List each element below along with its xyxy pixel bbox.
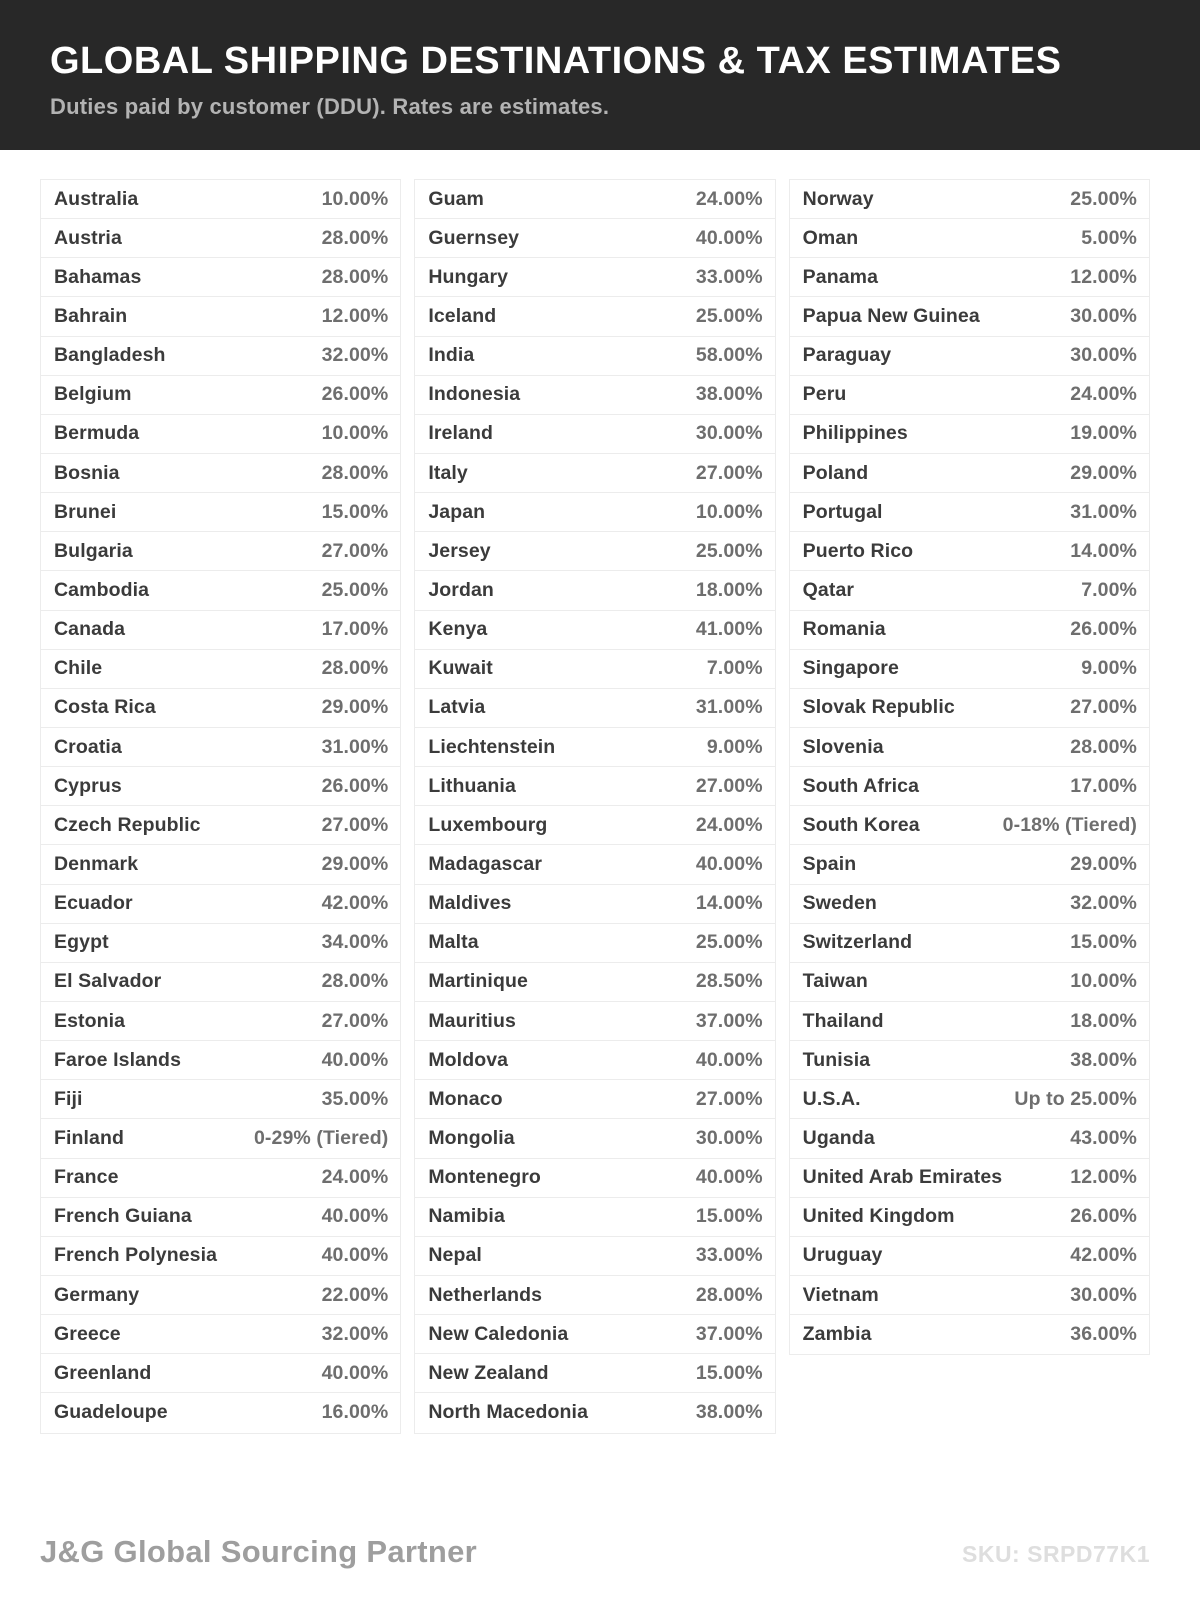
country-label: Uganda <box>802 1126 875 1149</box>
table-row <box>415 258 774 297</box>
table-row <box>790 1198 1149 1237</box>
table-row <box>415 767 774 806</box>
country-label: Iceland <box>428 304 497 327</box>
table-row <box>415 1041 774 1080</box>
rate-value: 30.00% <box>1070 1283 1137 1306</box>
rate-value: 30.00% <box>1070 304 1137 327</box>
rate-value: 30.00% <box>695 1126 763 1149</box>
table-row <box>41 1393 400 1432</box>
rate-value: 25.00% <box>695 304 763 327</box>
country-label: Switzerland <box>802 931 913 954</box>
country-label: Brunei <box>54 500 117 523</box>
country-label: Hungary <box>428 265 509 288</box>
rate-value: 38.00% <box>695 1401 763 1424</box>
country-label: Chile <box>54 657 103 680</box>
country-label: Finland <box>54 1126 125 1149</box>
country-label: Jordan <box>428 578 494 601</box>
country-label: Czech Republic <box>54 813 201 836</box>
rate-value: 0-29% (Tiered) <box>253 1126 389 1149</box>
tax-rate-tables <box>40 179 1150 1434</box>
table-row <box>415 376 774 415</box>
rate-value: 18.00% <box>695 578 763 601</box>
table-row <box>41 650 400 689</box>
table-row <box>415 1315 774 1354</box>
country-label: United Arab Emirates <box>802 1166 1003 1189</box>
rate-value: 5.00% <box>1081 226 1137 249</box>
page-subtitle: Duties paid by customer (DDU). Rates are estimates. <box>50 94 610 119</box>
table-row <box>415 297 774 336</box>
table-row <box>41 376 400 415</box>
rate-value: 38.00% <box>695 383 763 406</box>
table-row <box>41 493 400 532</box>
country-label: Costa Rica <box>54 696 156 719</box>
country-label: Monaco <box>428 1087 503 1110</box>
rate-value: 19.00% <box>1070 422 1137 445</box>
table-row <box>41 1080 400 1119</box>
rate-value: 27.00% <box>321 539 389 562</box>
country-label: Ecuador <box>54 892 133 915</box>
table-row <box>41 1198 400 1237</box>
rate-value: 27.00% <box>695 774 763 797</box>
rate-value: 31.00% <box>321 735 389 758</box>
table-row <box>415 180 774 219</box>
country-label: Indonesia <box>428 383 521 406</box>
country-label: Belgium <box>54 383 132 406</box>
country-label: Kuwait <box>428 657 493 680</box>
page-footer <box>40 1534 1150 1570</box>
table-row <box>41 885 400 924</box>
table-row <box>41 845 400 884</box>
rate-value: 25.00% <box>695 539 763 562</box>
rate-value: 33.00% <box>695 1244 763 1267</box>
country-label: Austria <box>54 226 122 249</box>
country-label: Moldova <box>428 1048 509 1071</box>
country-label: Greenland <box>54 1361 152 1384</box>
rate-value: 27.00% <box>321 1009 389 1032</box>
country-label: Japan <box>428 500 486 523</box>
country-label: Vietnam <box>802 1283 879 1306</box>
rate-value: 40.00% <box>321 1048 389 1071</box>
table-row <box>790 611 1149 650</box>
country-label: Bahrain <box>54 304 128 327</box>
rate-value: 28.00% <box>321 657 389 680</box>
table-row <box>790 1041 1149 1080</box>
table-row <box>41 1315 400 1354</box>
table-row <box>415 415 774 454</box>
country-label: Uruguay <box>802 1244 883 1267</box>
table-row <box>415 1237 774 1276</box>
country-label: El Salvador <box>54 970 162 993</box>
country-label: U.S.A. <box>802 1087 861 1110</box>
table-row <box>41 1159 400 1198</box>
country-label: Liechtenstein <box>428 735 556 758</box>
table-row <box>790 689 1149 728</box>
table-row <box>415 650 774 689</box>
country-label: Bermuda <box>54 422 140 445</box>
table-row <box>41 767 400 806</box>
table-row <box>790 1002 1149 1041</box>
rate-value: 32.00% <box>321 344 389 367</box>
table-row <box>790 1315 1149 1354</box>
rate-value: 42.00% <box>1070 1244 1137 1267</box>
table-row <box>790 1237 1149 1276</box>
rate-value: 7.00% <box>1081 578 1137 601</box>
rate-value: 15.00% <box>1070 931 1137 954</box>
table-row <box>790 806 1149 845</box>
table-row <box>415 806 774 845</box>
country-label: Bahamas <box>54 265 142 288</box>
table-row <box>415 454 774 493</box>
country-label: South Korea <box>802 813 920 836</box>
table-row <box>415 1159 774 1198</box>
rate-value: 25.00% <box>695 931 763 954</box>
table-row <box>41 1119 400 1158</box>
rate-value: 25.00% <box>1070 187 1137 210</box>
table-row <box>41 963 400 1002</box>
country-label: Nepal <box>428 1244 482 1267</box>
country-label: Greece <box>54 1322 121 1345</box>
rate-value: 9.00% <box>1081 657 1137 680</box>
country-label: Bangladesh <box>54 344 166 367</box>
country-label: Netherlands <box>428 1283 543 1306</box>
country-label: Madagascar <box>428 852 543 875</box>
rate-value: 28.00% <box>695 1283 763 1306</box>
country-label: Martinique <box>428 970 528 993</box>
rate-value: 10.00% <box>321 187 389 210</box>
table-row <box>790 297 1149 336</box>
table-row <box>415 571 774 610</box>
rate-value: 24.00% <box>321 1166 389 1189</box>
rate-value: 26.00% <box>321 774 389 797</box>
country-label: Jersey <box>428 539 491 562</box>
country-label: Qatar <box>802 578 855 601</box>
table-row <box>41 1237 400 1276</box>
table-row <box>415 963 774 1002</box>
rate-value: 12.00% <box>1070 265 1137 288</box>
table-row <box>790 1119 1149 1158</box>
country-label: South Africa <box>802 774 920 797</box>
rate-value: 43.00% <box>1070 1126 1137 1149</box>
table-row <box>41 180 400 219</box>
rate-value: 40.00% <box>695 852 763 875</box>
country-label: Spain <box>802 852 857 875</box>
rate-value: 12.00% <box>1070 1166 1137 1189</box>
rate-value: 37.00% <box>695 1322 763 1345</box>
country-label: United Kingdom <box>802 1205 955 1228</box>
rate-value: 29.00% <box>1070 461 1137 484</box>
rate-value: 40.00% <box>321 1244 389 1267</box>
table-row <box>790 845 1149 884</box>
rate-value: 14.00% <box>695 892 763 915</box>
country-label: Norway <box>802 187 874 210</box>
country-label: Montenegro <box>428 1166 541 1189</box>
rate-value: 10.00% <box>695 500 763 523</box>
country-label: France <box>54 1166 119 1189</box>
table-row <box>41 532 400 571</box>
rate-value: 29.00% <box>1070 852 1137 875</box>
rate-value: 14.00% <box>1070 539 1137 562</box>
country-label: Paraguay <box>802 344 892 367</box>
rate-value: 24.00% <box>695 813 763 836</box>
rate-value: 27.00% <box>1070 696 1137 719</box>
rate-value: 15.00% <box>695 1205 763 1228</box>
table-row <box>415 611 774 650</box>
rate-value: 26.00% <box>1070 618 1137 641</box>
rate-value: 27.00% <box>695 1087 763 1110</box>
table-row <box>41 689 400 728</box>
table-row <box>41 1276 400 1315</box>
rate-table-column-1 <box>40 179 401 1434</box>
rate-value: 24.00% <box>1070 383 1137 406</box>
rate-value: 27.00% <box>321 813 389 836</box>
country-label: Kenya <box>428 618 488 641</box>
rate-value: 28.00% <box>321 970 389 993</box>
table-row <box>415 1354 774 1393</box>
table-row <box>41 1002 400 1041</box>
country-label: Malta <box>428 931 479 954</box>
table-row <box>41 611 400 650</box>
table-row <box>41 297 400 336</box>
table-row <box>790 885 1149 924</box>
country-label: Poland <box>802 461 869 484</box>
rate-value: 29.00% <box>321 696 389 719</box>
table-row <box>790 258 1149 297</box>
country-label: Canada <box>54 618 126 641</box>
sku-label: SKU: SRPD77K1 <box>962 1541 1150 1567</box>
country-label: Slovak Republic <box>802 696 955 719</box>
table-row <box>415 219 774 258</box>
rate-value: 28.50% <box>695 970 763 993</box>
country-label: Cyprus <box>54 774 122 797</box>
country-label: Luxembourg <box>428 813 548 836</box>
table-row <box>41 258 400 297</box>
country-label: New Zealand <box>428 1361 549 1384</box>
table-row <box>790 376 1149 415</box>
rate-value: 17.00% <box>321 618 389 641</box>
rate-value: 22.00% <box>321 1283 389 1306</box>
table-row <box>415 845 774 884</box>
table-row <box>415 728 774 767</box>
table-row <box>790 1159 1149 1198</box>
country-label: Oman <box>802 226 859 249</box>
table-row <box>41 415 400 454</box>
rate-value: 27.00% <box>695 461 763 484</box>
table-row <box>790 532 1149 571</box>
rate-value: 0-18% (Tiered) <box>1002 813 1137 836</box>
table-row <box>790 337 1149 376</box>
country-label: Denmark <box>54 852 139 875</box>
country-label: Germany <box>54 1283 140 1306</box>
rate-value: 30.00% <box>1070 344 1137 367</box>
rate-value: 37.00% <box>695 1009 763 1032</box>
rate-value: 42.00% <box>321 892 389 915</box>
table-row <box>415 493 774 532</box>
table-row <box>790 924 1149 963</box>
table-row <box>790 219 1149 258</box>
country-label: Egypt <box>54 931 109 954</box>
table-row <box>790 415 1149 454</box>
rate-value: 26.00% <box>321 383 389 406</box>
rate-value: 40.00% <box>695 1048 763 1071</box>
rate-value: 58.00% <box>695 344 763 367</box>
table-row <box>41 1041 400 1080</box>
rate-value: 40.00% <box>321 1361 389 1384</box>
rate-value: 28.00% <box>1070 735 1137 758</box>
country-label: India <box>428 344 475 367</box>
country-label: Zambia <box>802 1323 872 1346</box>
table-row <box>41 571 400 610</box>
rate-value: 17.00% <box>1070 774 1137 797</box>
rate-value: 32.00% <box>1070 892 1137 915</box>
country-label: Sweden <box>802 892 877 915</box>
rate-value: 10.00% <box>321 422 389 445</box>
country-label: Latvia <box>428 696 486 719</box>
table-row <box>415 337 774 376</box>
country-label: Maldives <box>428 892 512 915</box>
rate-value: 31.00% <box>695 696 763 719</box>
country-label: Cambodia <box>54 578 150 601</box>
rate-value: 28.00% <box>321 265 389 288</box>
country-label: Guernsey <box>428 226 520 249</box>
table-row <box>790 454 1149 493</box>
country-label: Romania <box>802 618 886 641</box>
table-row <box>790 650 1149 689</box>
country-label: Fiji <box>54 1087 83 1110</box>
country-label: Lithuania <box>428 774 516 797</box>
rate-value: 38.00% <box>1070 1048 1137 1071</box>
rate-value: 33.00% <box>695 265 763 288</box>
page-title: GLOBAL SHIPPING DESTINATIONS & TAX ESTIMATES <box>50 40 1062 82</box>
table-row <box>41 219 400 258</box>
rate-value: 28.00% <box>321 226 389 249</box>
table-row <box>41 728 400 767</box>
table-row <box>41 454 400 493</box>
country-label: New Caledonia <box>428 1322 569 1345</box>
country-label: French Polynesia <box>54 1244 218 1267</box>
country-label: Ireland <box>428 422 493 445</box>
table-row <box>790 767 1149 806</box>
country-label: Peru <box>802 383 847 406</box>
table-row <box>415 1119 774 1158</box>
rate-value: 10.00% <box>1070 970 1137 993</box>
country-label: Puerto Rico <box>802 539 914 562</box>
table-row <box>415 1198 774 1237</box>
table-row <box>415 924 774 963</box>
country-label: French Guiana <box>54 1205 192 1228</box>
country-label: Philippines <box>802 422 908 445</box>
rate-value: 40.00% <box>695 226 763 249</box>
table-row <box>790 571 1149 610</box>
country-label: Taiwan <box>802 970 868 993</box>
rate-value: 29.00% <box>321 852 389 875</box>
rate-value: 40.00% <box>321 1205 389 1228</box>
rate-value: 35.00% <box>321 1087 389 1110</box>
table-row <box>790 1080 1149 1119</box>
country-label: Estonia <box>54 1009 126 1032</box>
rate-value: 40.00% <box>695 1166 763 1189</box>
table-row <box>790 493 1149 532</box>
rate-value: 16.00% <box>321 1401 389 1424</box>
country-label: Namibia <box>428 1205 505 1228</box>
table-row <box>41 337 400 376</box>
rate-value: 31.00% <box>1070 500 1137 523</box>
country-label: Bulgaria <box>54 539 133 562</box>
country-label: Faroe Islands <box>54 1048 182 1071</box>
country-label: Mongolia <box>428 1126 515 1149</box>
rate-value: 25.00% <box>321 578 389 601</box>
country-label: Panama <box>802 265 879 288</box>
table-row <box>415 1393 774 1432</box>
brand-name: J&G Global Sourcing Partner <box>40 1534 478 1569</box>
rate-value: 18.00% <box>1070 1009 1137 1032</box>
country-label: Croatia <box>54 735 122 758</box>
rate-value: 36.00% <box>1070 1323 1137 1346</box>
table-row <box>41 806 400 845</box>
table-row <box>415 689 774 728</box>
table-row <box>415 885 774 924</box>
table-row <box>415 532 774 571</box>
table-row <box>41 924 400 963</box>
page-header <box>0 0 1200 150</box>
rate-value: 15.00% <box>321 500 389 523</box>
rate-value: 24.00% <box>695 187 763 210</box>
country-label: Papua New Guinea <box>802 304 980 327</box>
table-row <box>790 963 1149 1002</box>
country-label: Mauritius <box>428 1009 516 1032</box>
table-row <box>415 1002 774 1041</box>
country-label: North Macedonia <box>428 1401 589 1424</box>
rate-table-column-2 <box>414 179 775 1434</box>
rate-value: 41.00% <box>695 618 763 641</box>
table-row <box>415 1276 774 1315</box>
table-row <box>41 1354 400 1393</box>
rate-value: 7.00% <box>706 657 763 680</box>
rate-value: 9.00% <box>706 735 763 758</box>
country-label: Guadeloupe <box>54 1401 168 1424</box>
country-label: Bosnia <box>54 461 120 484</box>
country-label: Australia <box>54 187 139 210</box>
rate-value: 26.00% <box>1070 1205 1137 1228</box>
rate-value: 28.00% <box>321 461 389 484</box>
country-label: Slovenia <box>802 735 884 758</box>
rate-value: 32.00% <box>321 1322 389 1345</box>
table-row <box>790 728 1149 767</box>
rate-value: 15.00% <box>695 1361 763 1384</box>
table-row <box>790 180 1149 219</box>
country-label: Portugal <box>802 500 883 523</box>
rate-value: 34.00% <box>321 931 389 954</box>
table-row <box>790 1276 1149 1315</box>
table-row <box>415 1080 774 1119</box>
rate-value: 12.00% <box>321 304 389 327</box>
rate-table-column-3 <box>789 179 1150 1355</box>
country-label: Thailand <box>802 1009 884 1032</box>
country-label: Italy <box>428 461 468 484</box>
rate-value: Up to 25.00% <box>1014 1087 1137 1110</box>
country-label: Tunisia <box>802 1048 871 1071</box>
rate-value: 30.00% <box>695 422 763 445</box>
country-label: Guam <box>428 187 484 210</box>
country-label: Singapore <box>802 657 899 680</box>
